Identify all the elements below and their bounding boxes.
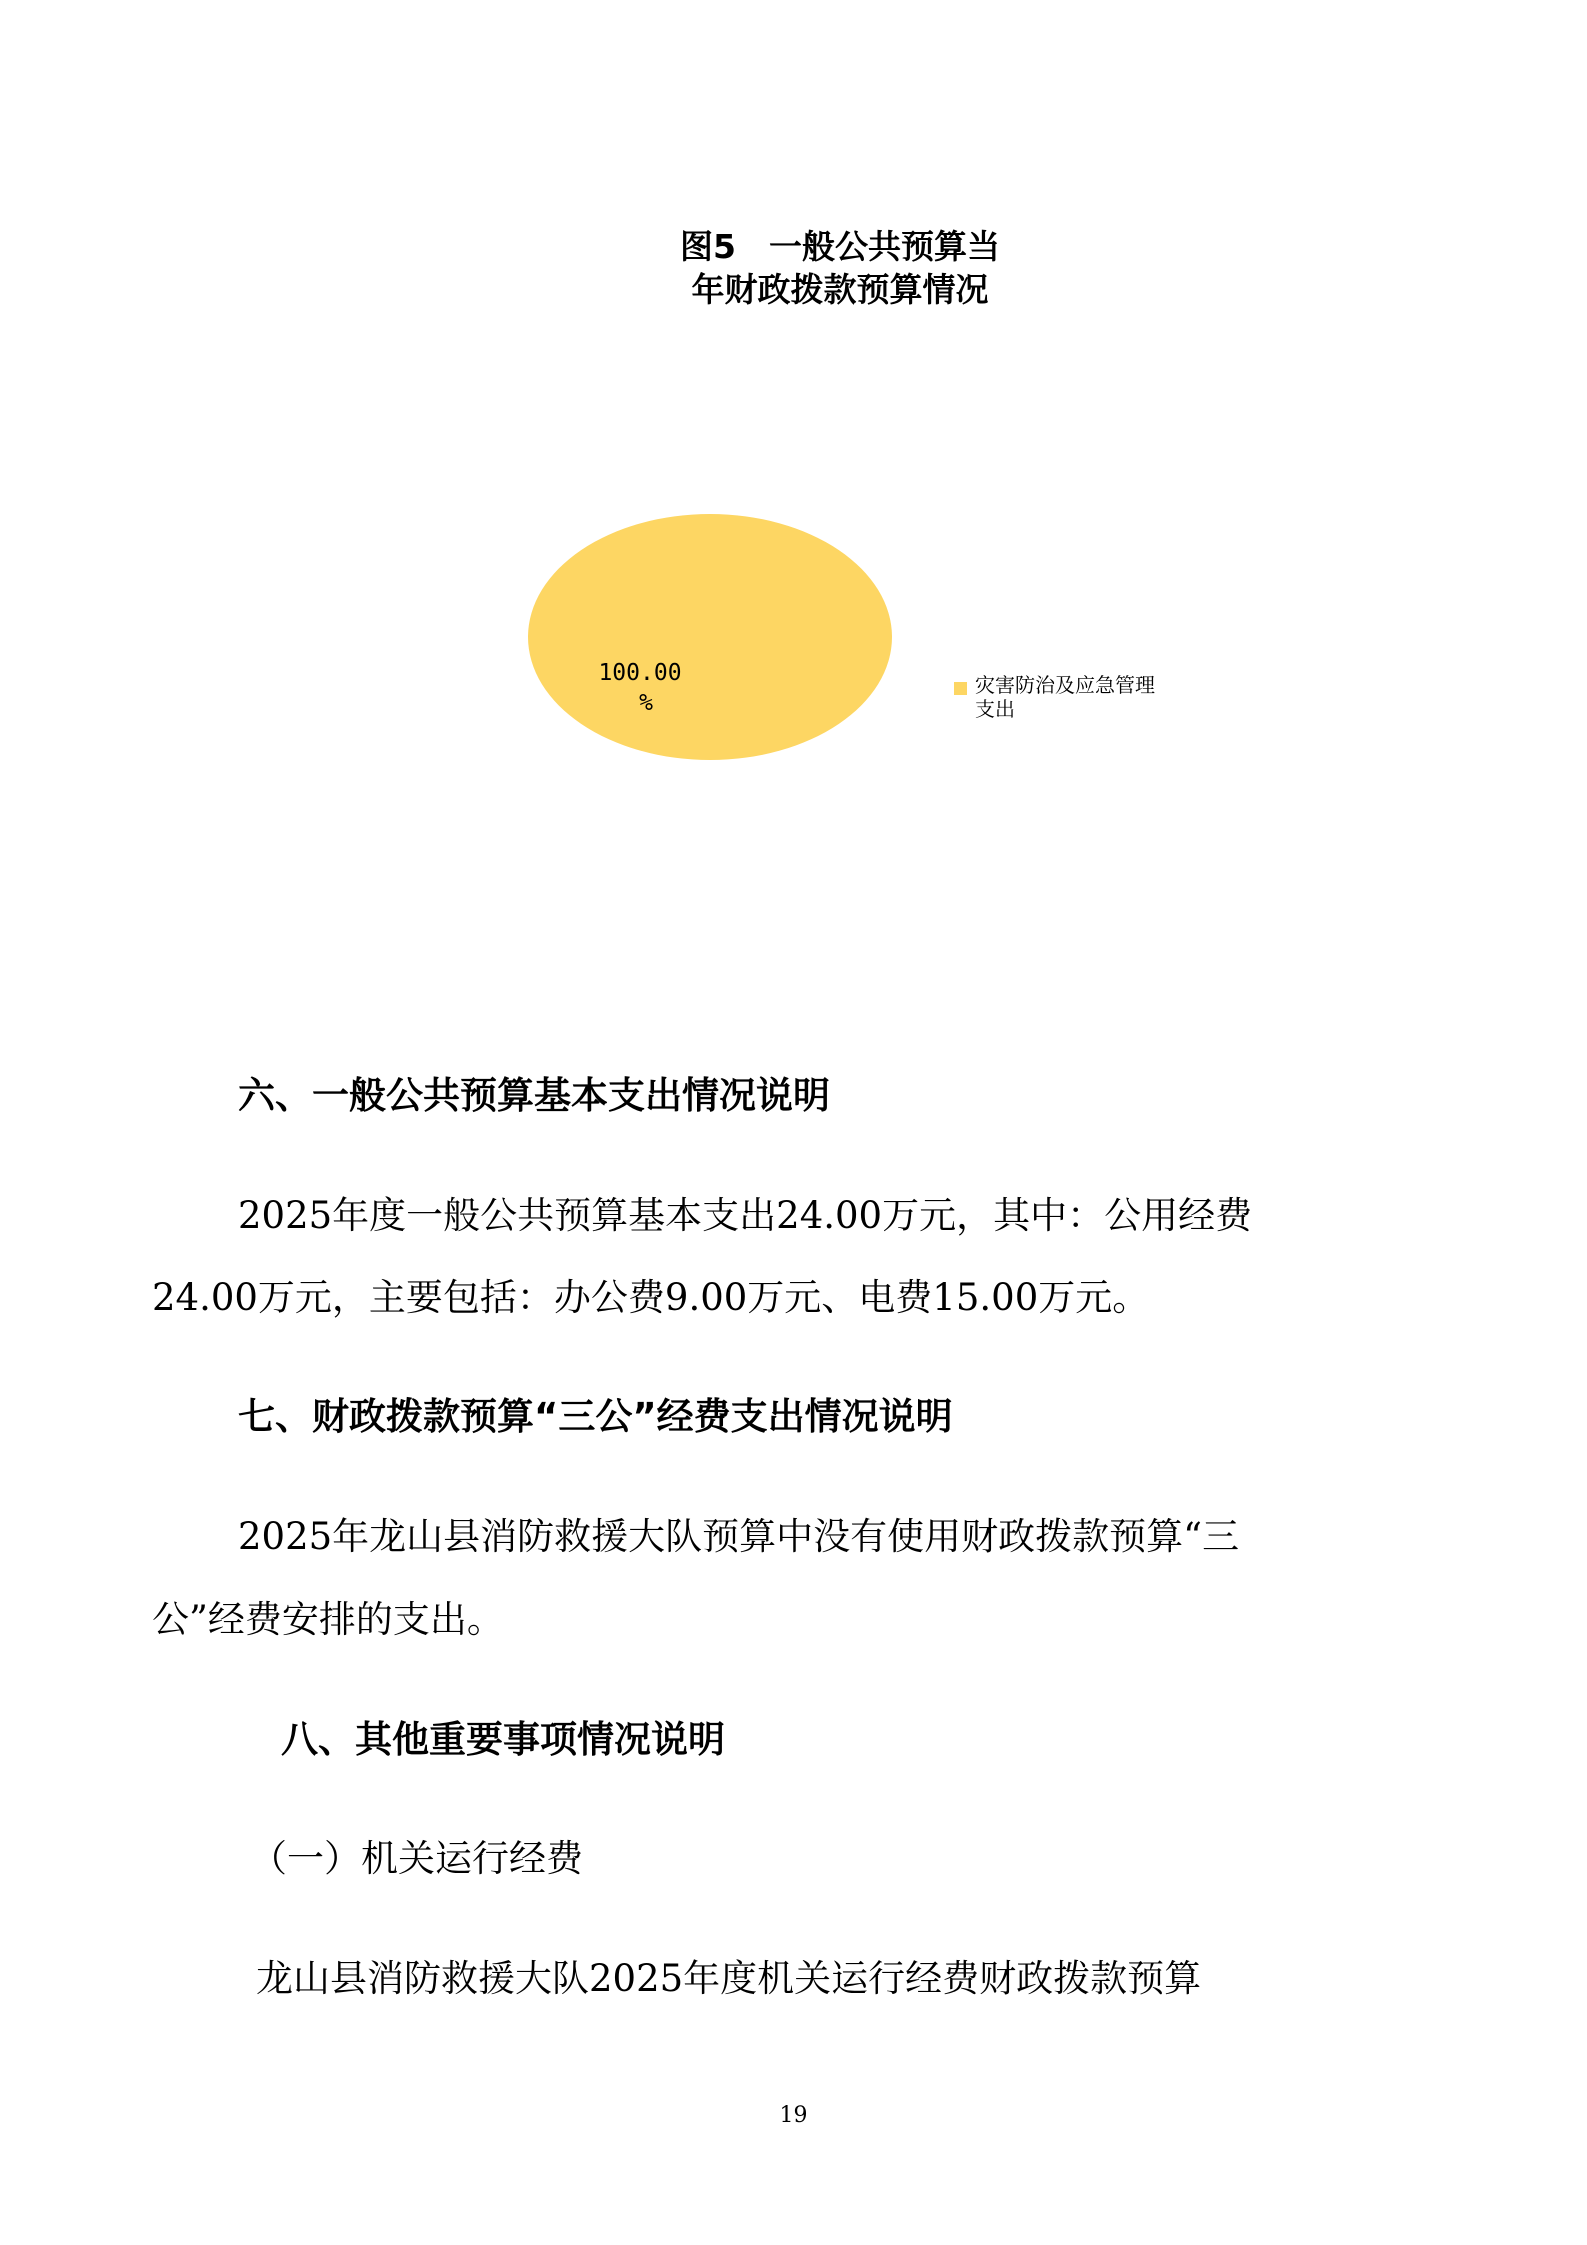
section-8-subheading: （一）机关运行经费 bbox=[250, 1837, 583, 1880]
section-8-heading: 八、其他重要事项情况说明 bbox=[281, 1718, 725, 1761]
section-6-line-1: 2025年度一般公共预算基本支出24.00万元，其中：公用经费 bbox=[238, 1194, 1253, 1237]
legend-swatch bbox=[954, 682, 967, 695]
chart-legend bbox=[954, 673, 1165, 721]
pie-slice-disaster-prevention bbox=[528, 514, 892, 760]
section-6-line-2: 24.00万元，主要包括：办公费9.00万元、电费15.00万元。 bbox=[152, 1276, 1150, 1319]
section-6-heading: 六、一般公共预算基本支出情况说明 bbox=[238, 1074, 830, 1117]
page-number: 19 bbox=[779, 2103, 808, 2128]
section-7-line-2: 公”经费安排的支出。 bbox=[152, 1598, 504, 1641]
pie-chart bbox=[0, 0, 1587, 1000]
figure-title-line-1: 图5 一般公共预算当 bbox=[680, 227, 1000, 266]
figure-title-line-2: 年财政拨款预算情况 bbox=[691, 270, 989, 309]
pie-data-label-line-2: % bbox=[639, 690, 653, 716]
section-7-line-1: 2025年龙山县消防救援大队预算中没有使用财政拨款预算“三 bbox=[238, 1515, 1240, 1558]
section-7-heading: 七、财政拨款预算“三公”经费支出情况说明 bbox=[238, 1395, 953, 1438]
section-8-line-1: 龙山县消防救援大队2025年度机关运行经费财政拨款预算 bbox=[256, 1957, 1202, 2000]
legend-label: 灾害防治及应急管理支出 bbox=[975, 673, 1155, 721]
pie-data-label-line-1: 100.00 bbox=[598, 660, 682, 686]
